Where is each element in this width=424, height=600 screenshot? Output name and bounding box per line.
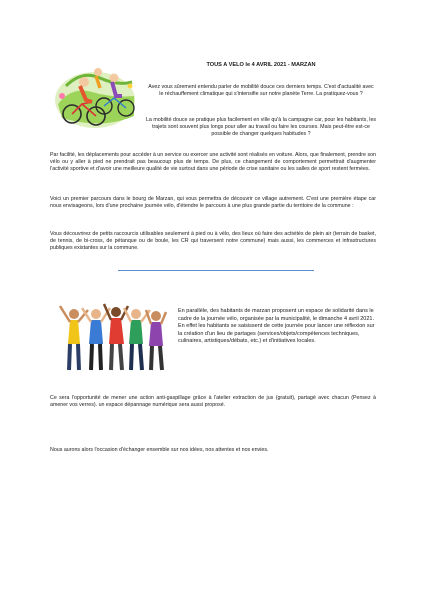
document-title: TOUS A VELO le 4 AVRIL 2021 - MARZAN: [206, 62, 316, 68]
paragraph-solidarite: En parallèle, des habitants de marzan proposent un espace de solidarité dans le cadre de la journée vélo, organisée par la municipalité, le dimanche 4 avril 2021. En effet les habitants se saisissent de cette journée pour lancer une réflexion sur la création d'un lieu de partages (services/objets/compétences techniques, culinaires, artistiques/débats, etc.) et d'initiatives locales.: [178, 308, 375, 345]
paragraph-parcours: Voici un premier parcours dans le bourg de Marzan, qui vous permettra de découvrir ce village autrement. C'est une première étape car nous envisageons, lors d'une prochaine journée vélo, d'étendre le parcours à une plus grande partie du territoire de la commune :: [50, 196, 376, 209]
cyclists-illustration: [52, 56, 138, 132]
paragraph-echanger: Nous aurons alors l'occasion d'échanger ensemble sur nos idées, nos attentes et nos envies.: [50, 447, 269, 453]
mobilite-paragraph: La mobilité douce se pratique plus facilement en ville qu'à la campagne car, pour les habitants, les trajets sont souvent plus longs pour aller au travail ou faire les courses. Mais peut-être est-ce possible de changer quelques habitudes ?: [145, 117, 377, 137]
intro-paragraph: Avez vous sûrement entendu parler de mobilité douce ces derniers temps. C'est d'actualité avec le réchauffement climatique qui s'intensifie sur notre planète Terre. La pratiquez-vous ?: [148, 84, 374, 97]
paragraph-raccourcis: Vous découvrirez de petits raccourcis utilisables seulement à pied ou à vélo, des lieux où faire des activités de plein air (terrain de basket, de tennis, de bi-cross, de pétanque ou de boule, les CR qui traversent notre commune) mais aussi, les commerces et infrastructures publiques existantes sur la commune.: [50, 231, 376, 251]
paragraph-gaspillage: Ce sera l'opportunité de mener une action anti-gaspillage grâce à l'atelier extraction de jus (gratuit), partagé avec chacun (Pensez à amener vos verres). un espace dépannage numérique sera aussi proposé.: [50, 395, 376, 408]
horizontal-divider: [118, 270, 314, 271]
paragraph-facilite: Par facilité, les déplacements pour accéder à un service ou exercer une activité sont réalisés en voiture. Alors, que finalement, prendre son vélo ou y aller à pied ne prendrait pas beaucoup plus de temps. De plus, ce changement de comportement permettrait d'augmenter l'activité sportive et d'avoir une meilleure qualité de vie surtout dans une période de crise sanitaire ou les salles de sport restent fermées.: [50, 152, 376, 172]
people-together-illustration: [56, 300, 168, 374]
